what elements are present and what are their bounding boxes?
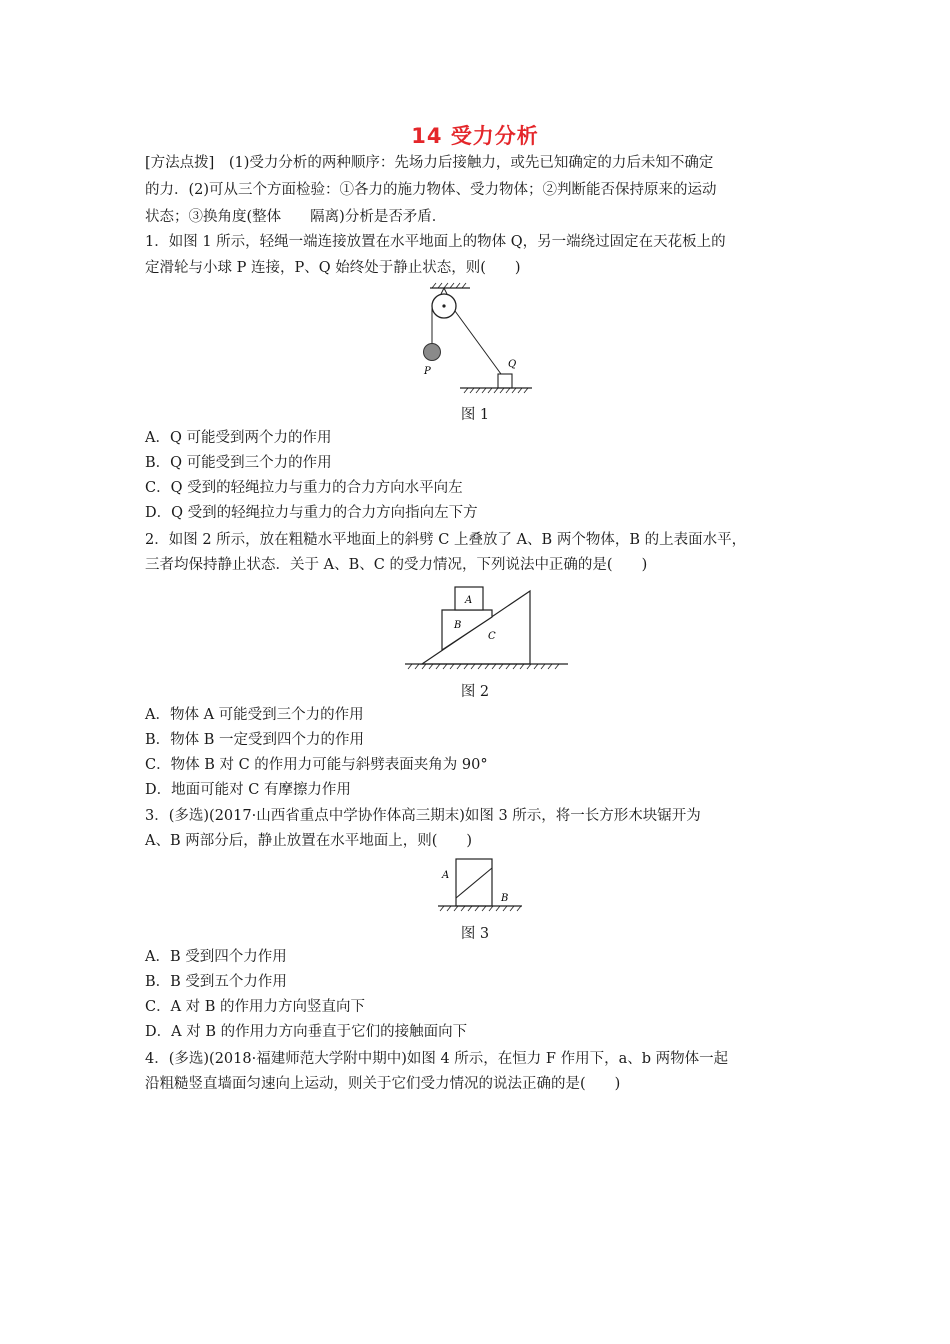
question-1-stem: 定滑轮与小球 P 连接，P、Q 始终处于静止状态，则( ) xyxy=(145,260,521,276)
figure-1-pulley-diagram xyxy=(400,282,550,397)
question-1-stem: 1．如图 1 所示，轻绳一端连接放置在水平地面上的物体 Q，另一端绕过固定在天花板上的 xyxy=(145,234,726,250)
question-3-stem: A、B 两部分后，静止放置在水平地面上，则( ) xyxy=(145,833,473,849)
label-q: Q xyxy=(508,359,517,370)
figure-3-caption: 图 3 xyxy=(460,926,490,942)
label-b: B xyxy=(501,893,509,904)
question-1-option: C．Q 受到的轻绳拉力与重力的合力方向水平向左 xyxy=(145,480,463,496)
figure-1-caption: 图 1 xyxy=(460,407,490,423)
question-1-option: B．Q 可能受到三个力的作用 xyxy=(145,455,332,471)
page-title: 14 受力分析 xyxy=(411,124,539,148)
question-1-option: A．Q 可能受到两个力的作用 xyxy=(145,430,332,446)
question-3-option: C．A 对 B 的作用力方向竖直向下 xyxy=(145,999,366,1015)
question-3-stem: 3．(多选)(2017·山西省重点中学协作体高三期末)如图 3 所示，将一长方形木块锯开为 xyxy=(145,808,701,824)
question-3-option: D．A 对 B 的作用力方向垂直于它们的接触面向下 xyxy=(145,1024,468,1040)
question-3-option: B．B 受到五个力作用 xyxy=(145,974,287,990)
question-4-stem: 沿粗糙竖直墙面匀速向上运动，则关于它们受力情况的说法正确的是( ) xyxy=(145,1076,621,1092)
label-c: C xyxy=(488,631,496,642)
method-tip-line: [方法点拨] (1)受力分析的两种顺序：先场力后接触力，或先已知确定的力后未知不确定 xyxy=(145,155,714,171)
question-2-option: B．物体 B 一定受到四个力的作用 xyxy=(145,732,365,748)
question-2-option: A．物体 A 可能受到三个力的作用 xyxy=(145,707,364,723)
question-2-option: D．地面可能对 C 有摩擦力作用 xyxy=(145,782,351,798)
question-3-option: A．B 受到四个力作用 xyxy=(145,949,287,965)
label-a: A xyxy=(442,870,450,881)
label-b: B xyxy=(454,620,462,631)
block-q xyxy=(498,374,512,388)
question-4-stem: 4．(多选)(2018·福建师范大学附中期中)如图 4 所示，在恒力 F 作用下，a、b 两物体一起 xyxy=(145,1051,729,1067)
method-tip-line: 的力．(2)可从三个方面检验：①各力的施力物体、受力物体；②判断能否保持原来的运动 xyxy=(145,182,717,198)
question-1-option: D．Q 受到的轻绳拉力与重力的合力方向指向左下方 xyxy=(145,505,478,521)
figure-2-wedge-diagram xyxy=(400,582,580,674)
method-tip-line: 状态；③换角度(整体 隔离)分析是否矛盾． xyxy=(145,209,447,225)
question-2-stem: 三者均保持静止状态．关于 A、B、C 的受力情况，下列说法中正确的是( ) xyxy=(145,557,648,573)
label-p: P xyxy=(424,366,431,377)
question-2-stem: 2．如图 2 所示，放在粗糙水平地面上的斜劈 C 上叠放了 A、B 两个物体，B 的上表面水平， xyxy=(145,532,747,548)
label-a: A xyxy=(465,595,473,606)
figure-2-caption: 图 2 xyxy=(460,684,490,700)
figure-3-split-block-diagram xyxy=(430,856,530,916)
ball-p-icon xyxy=(424,344,441,361)
question-2-option: C．物体 B 对 C 的作用力可能与斜劈表面夹角为 90° xyxy=(145,757,488,773)
